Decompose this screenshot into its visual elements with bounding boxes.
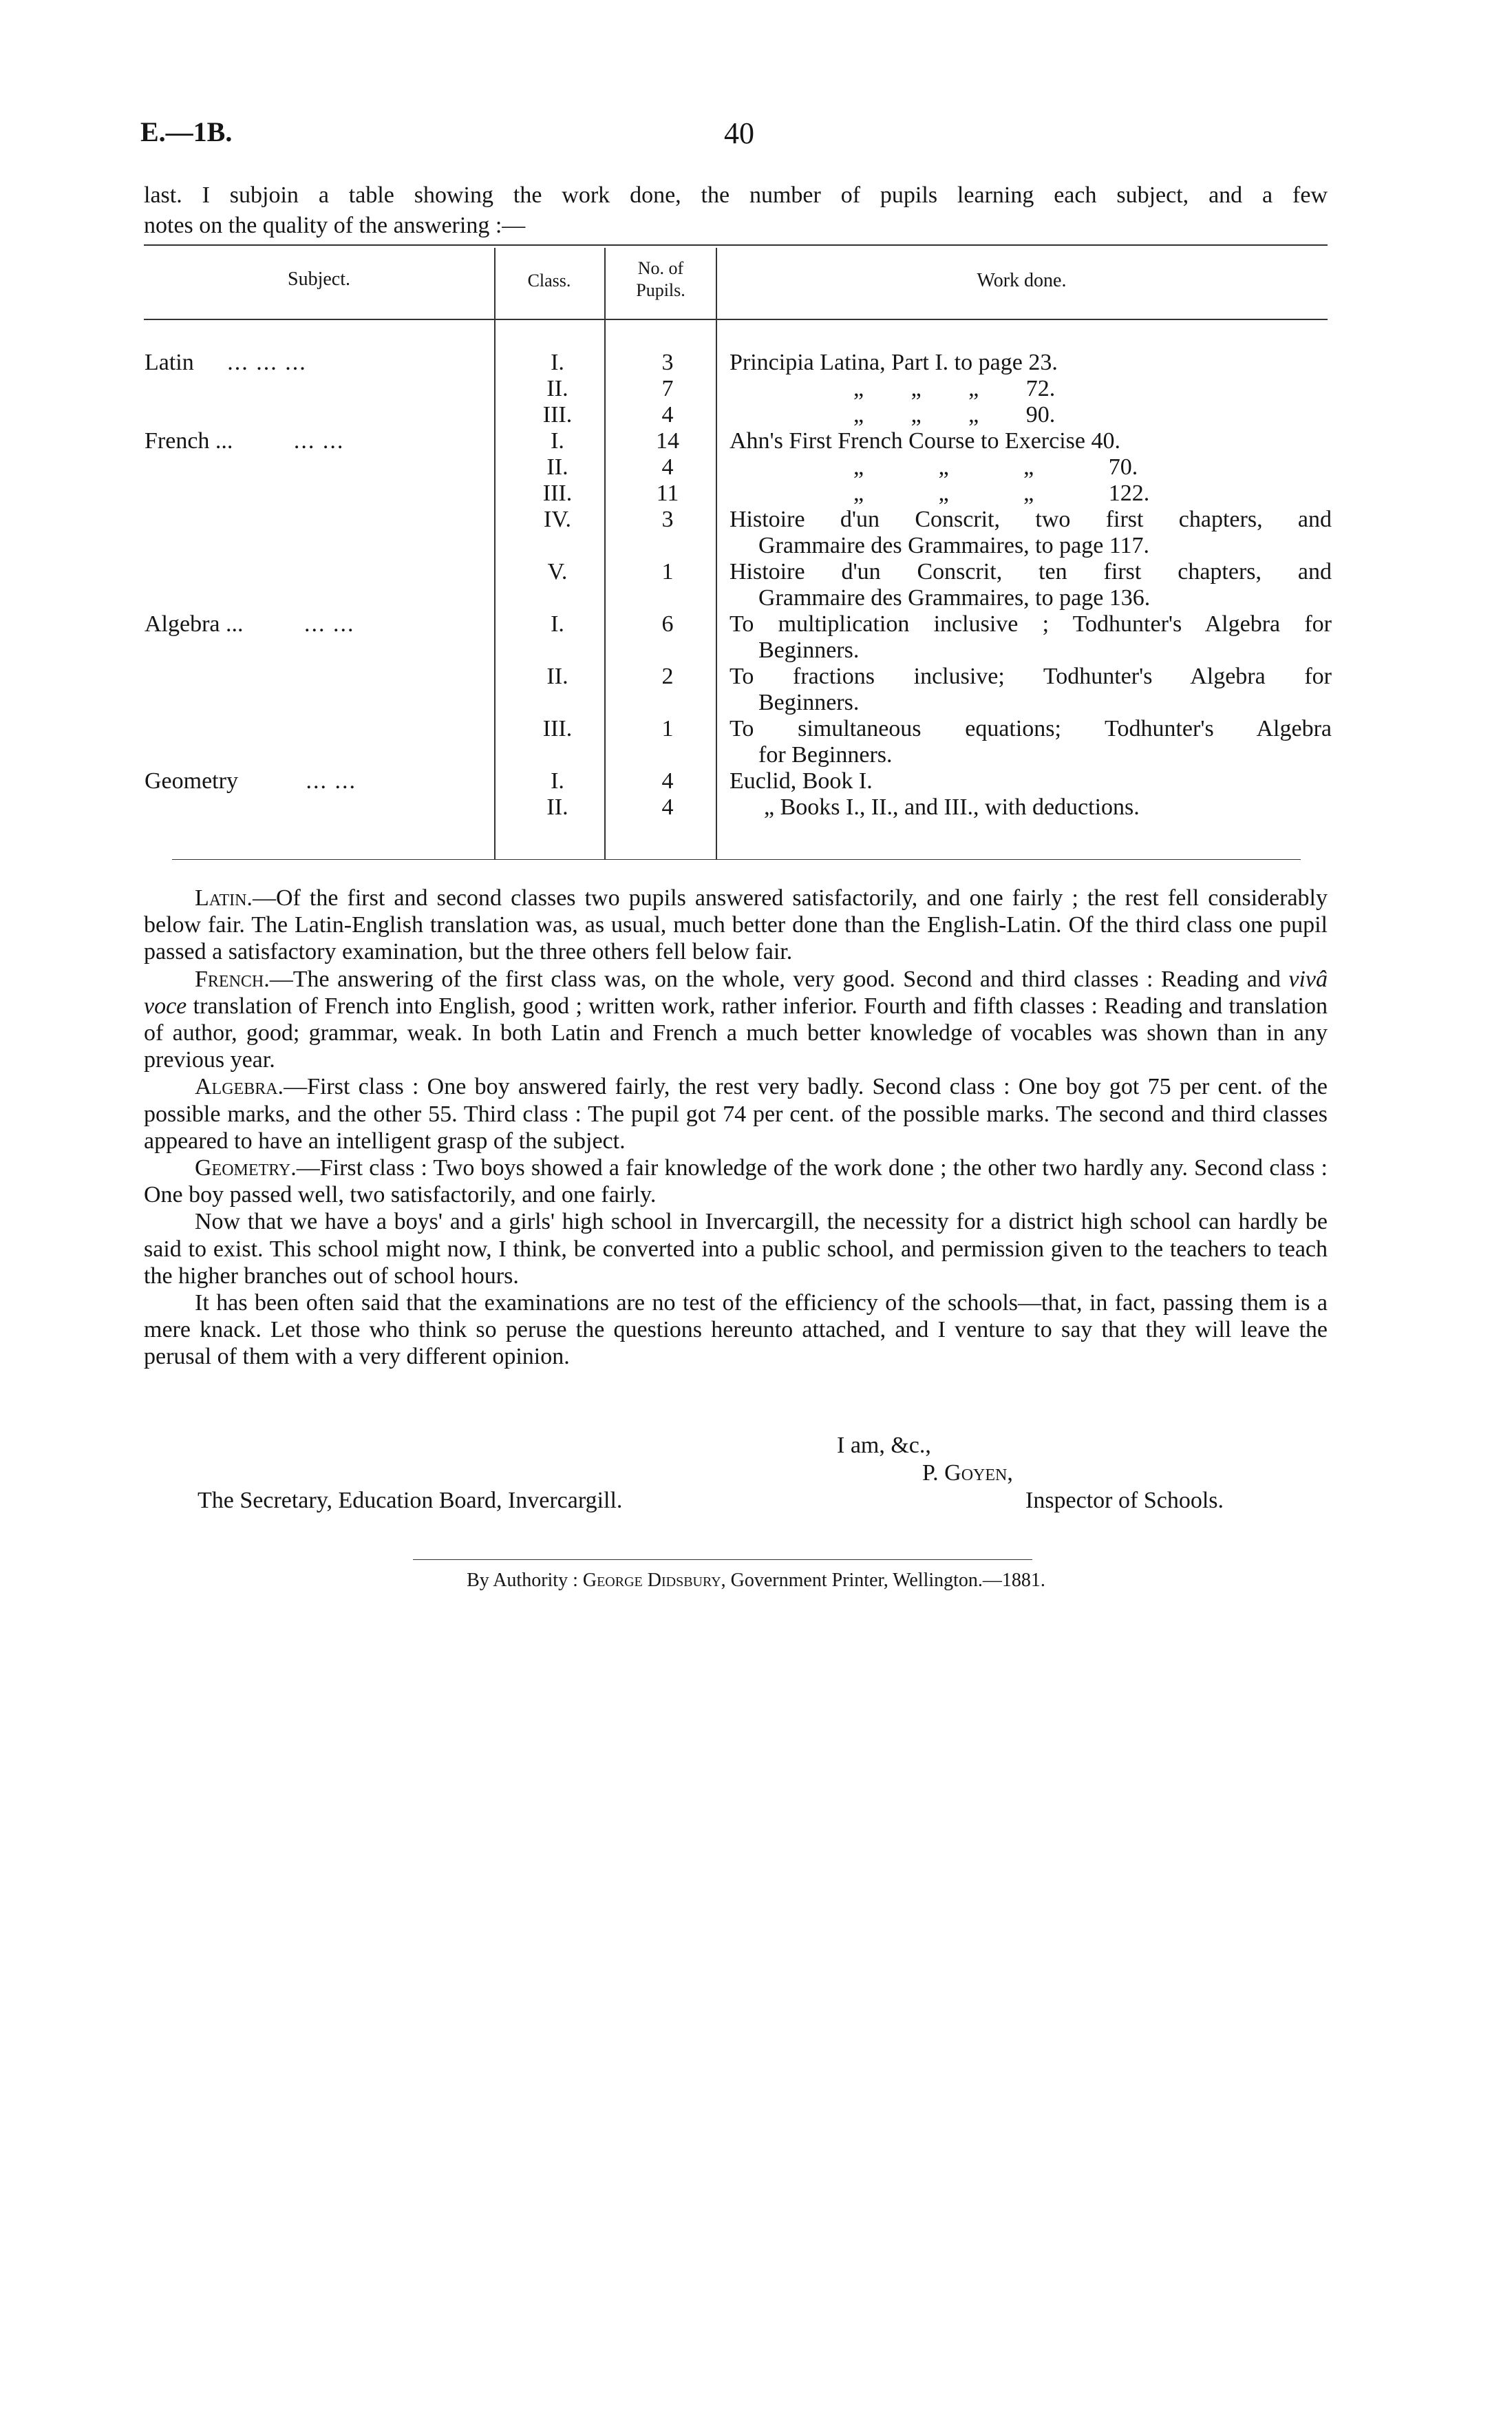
note-text: It has been often said that the examinations are no test of the efficiency of the schools—that, in fact, passing them is a mere knack. Let those who think so peruse the questions hereunto attached, and I venture to say that they will leave the perusal of them with a very different opinion. — [144, 1290, 1328, 1370]
table-top-rule — [144, 244, 1328, 246]
intro-line: notes on the quality of the answering :— — [144, 213, 526, 238]
work-line: for Beginners. — [758, 742, 893, 768]
leader-dots: ... ... — [304, 611, 355, 637]
page-number: 40 — [724, 116, 754, 150]
table-cell-class: I. — [551, 350, 564, 375]
subject-label: Latin — [145, 350, 194, 375]
table-cell-work — [730, 611, 1332, 664]
note-paragraph — [144, 1208, 1328, 1289]
note-heading: Latin. — [195, 885, 253, 911]
table-cell-pupils: 14 — [656, 428, 679, 454]
table-cell-work: „ „ „ 122. — [853, 481, 1150, 506]
table-cell-class: II. — [546, 376, 568, 401]
table-cell-pupils: 4 — [661, 794, 674, 820]
work-line: Grammaire des Grammaires, to page 117. — [758, 533, 1150, 558]
table-cell-work: Principia Latina, Part I. to page 23. — [730, 350, 1058, 375]
subject-label: French ... — [145, 428, 233, 454]
signoff-title: Inspector of Schools. — [1025, 1488, 1224, 1513]
note-french — [144, 966, 1328, 1074]
note-text: —The answering of the first class was, on the whole, very good. Second and third classes : Reading and — [269, 966, 1289, 992]
table-cell-class: II. — [546, 454, 568, 480]
table-cell-class: IV. — [544, 507, 571, 532]
note-heading: Geometry. — [195, 1155, 297, 1181]
table-cell-pupils: 3 — [661, 507, 674, 532]
note-heading: Algebra. — [195, 1074, 284, 1100]
table-cell-work — [730, 559, 1332, 611]
header-work-done: Work done. — [977, 270, 1067, 291]
imprint-printer: George Didsbury, — [582, 1570, 726, 1591]
table-cell-pupils: 4 — [661, 402, 674, 428]
table-cell-class: I. — [551, 428, 564, 454]
table-cell-class: III. — [542, 716, 573, 741]
table-cell-work — [730, 716, 1332, 768]
table-cell-subject — [145, 768, 489, 794]
work-line: To multiplication inclusive ; Todhunter's Algebra for — [730, 611, 1332, 637]
table-cell-pupils: 7 — [661, 376, 674, 401]
table-cell-class: II. — [546, 664, 568, 689]
header-pupils: No. of Pupils. — [636, 258, 685, 300]
leader-dots: ... ... — [306, 768, 356, 794]
header-subject: Subject. — [288, 268, 350, 290]
table-column-divider — [716, 248, 717, 859]
table-cell-class: I. — [551, 768, 564, 794]
table-bottom-rule — [172, 859, 1301, 860]
note-algebra — [144, 1073, 1328, 1154]
header-class: Class. — [527, 271, 571, 291]
table-cell-class: V. — [547, 559, 568, 584]
note-text: Now that we have a boys' and a girls' high school in Invercargill, the necessity for a district high school can hardly be said to exist. This school might now, I think, be converted into a public school, and permission given to the teachers to teach the higher branches out of school hours. — [144, 1209, 1328, 1289]
table-cell-subject — [145, 350, 489, 376]
table-cell-work: „ „ „ 70. — [853, 454, 1138, 480]
signoff-closing: I am, &c., — [837, 1433, 931, 1458]
table-header-rule — [144, 319, 1328, 320]
table-cell-work: Ahn's First French Course to Exercise 40. — [730, 428, 1120, 454]
imprint-suffix: Government Printer, Wellington.—1881. — [730, 1570, 1045, 1591]
note-geometry — [144, 1154, 1328, 1208]
table-cell-work: „ Books I., II., and III., with deductions. — [764, 794, 1140, 820]
table-column-divider — [604, 248, 606, 859]
leader-dots: ... ... — [293, 428, 345, 454]
table-cell-work — [730, 507, 1332, 559]
work-line: Grammaire des Grammaires, to page 136. — [758, 585, 1151, 611]
intro-line: last. I subjoin a table showing the work done, the number of pupils learning each subject, and a few — [144, 182, 1328, 208]
table-cell-class: III. — [542, 481, 573, 506]
table-cell-work: „ „ „ 72. — [853, 376, 1056, 401]
table-cell-pupils: 4 — [661, 768, 674, 794]
work-line: To fractions inclusive; Todhunter's Algebra for — [730, 664, 1332, 689]
table-cell-pupils: 11 — [656, 481, 679, 506]
signoff-addressee: The Secretary, Education Board, Invercargill. — [198, 1488, 623, 1513]
table-cell-subject — [145, 611, 489, 637]
subject-label: Geometry — [145, 768, 238, 794]
table-cell-subject — [145, 428, 489, 454]
table-cell-pupils: 3 — [661, 350, 674, 375]
note-text: —Of the first and second classes two pupils answered satisfactorily, and one fairly ; the rest fell considerably below fair. The Latin-English translation was, as usual, much better done than the English-Latin. Of the third class one pupil passed a satisfactory examination, but the three others fell below fair. — [144, 885, 1328, 965]
table-column-divider — [494, 248, 496, 859]
note-italic: vivâ voce — [144, 966, 1328, 1019]
note-latin — [144, 885, 1328, 966]
table-cell-pupils: 2 — [661, 664, 674, 689]
table-cell-class: I. — [551, 611, 564, 637]
work-line: Beginners. — [758, 690, 860, 715]
document-reference: E.—1B. — [140, 116, 233, 147]
footer-rule — [413, 1559, 1032, 1560]
imprint-prefix: By Authority : — [467, 1570, 578, 1591]
table-cell-work: Euclid, Book I. — [730, 768, 873, 794]
table-cell-pupils: 6 — [661, 611, 674, 637]
table-cell-pupils: 1 — [661, 716, 674, 741]
work-line: Beginners. — [758, 637, 860, 663]
signoff-name: P. Goyen, — [922, 1460, 1013, 1486]
leader-dots: ... ... ... — [227, 350, 307, 375]
work-line: To simultaneous equations; Todhunter's Algebra — [730, 716, 1332, 741]
table-cell-class: II. — [546, 794, 568, 820]
note-text: —First class : One boy answered fairly, the rest very badly. Second class : One boy got 75 per cent. of the possible marks, and the other 55. Third class : The pupil got 74 per cent. of the possible marks. The second and third classes appeared to have an intelligent grasp of the subject. — [144, 1074, 1328, 1154]
table-cell-pupils: 1 — [661, 559, 674, 584]
intro-paragraph — [144, 180, 1328, 241]
table-cell-pupils: 4 — [661, 454, 674, 480]
note-heading: French. — [195, 966, 270, 992]
note-text: translation of French into English, good ; written work, rather inferior. Fourth and fifth classes : Reading and translation of author, good; grammar, weak. In both Latin and French a much better knowledge of vocables was shown than in any previous year. — [144, 993, 1328, 1073]
work-line: Histoire d'un Conscrit, ten first chapters, and — [730, 559, 1332, 584]
table-cell-class: III. — [542, 402, 573, 428]
examination-notes — [144, 885, 1328, 1371]
work-line: Histoire d'un Conscrit, two first chapters, and — [730, 507, 1332, 532]
printer-imprint — [0, 1570, 1512, 1592]
subject-label: Algebra ... — [145, 611, 244, 637]
note-paragraph — [144, 1289, 1328, 1371]
table-cell-work — [730, 664, 1332, 716]
note-text: —First class : Two boys showed a fair knowledge of the work done ; the other two hardly any. Second class : One boy passed well, two satisfactorily, and one fairly. — [144, 1155, 1328, 1208]
table-cell-work: „ „ „ 90. — [853, 402, 1056, 428]
